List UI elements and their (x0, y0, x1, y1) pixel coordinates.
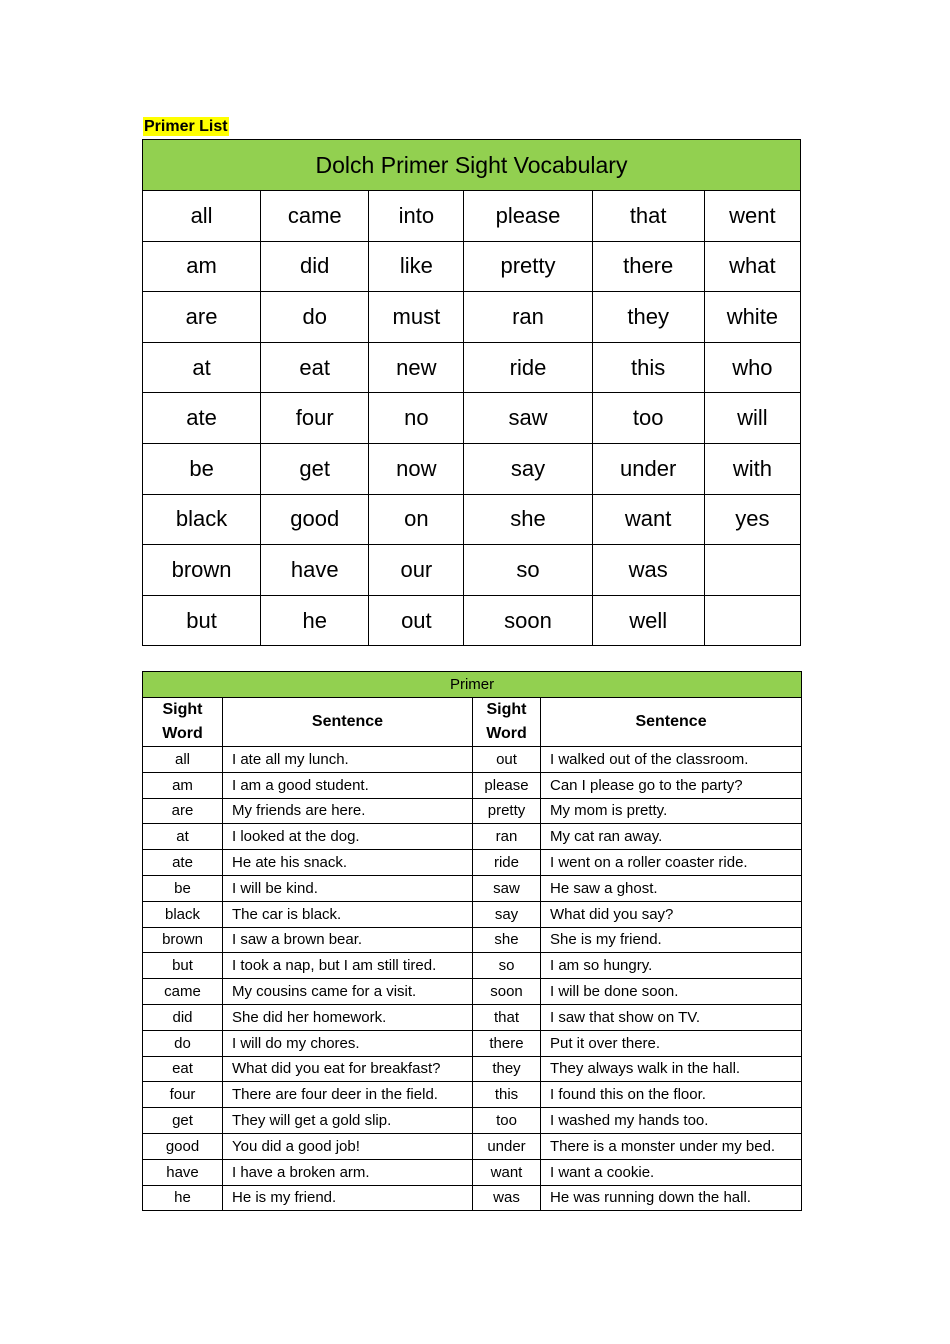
vocabulary-word-cell: came (261, 191, 369, 242)
sight-word-cell: but (143, 953, 223, 979)
sentence-cell: I went on a roller coaster ride. (541, 850, 802, 876)
table-row (143, 1082, 802, 1108)
vocabulary-row (143, 342, 801, 393)
vocabulary-word-cell: four (261, 393, 369, 444)
sight-word-cell: that (473, 1004, 541, 1030)
sight-word-cell: he (143, 1185, 223, 1211)
sight-word-cell: too (473, 1108, 541, 1134)
sight-word-cell: she (473, 927, 541, 953)
sight-word-cell: under (473, 1133, 541, 1159)
sentence-cell: My mom is pretty. (541, 798, 802, 824)
column-header-sentence: Sentence (223, 698, 473, 747)
table-row (143, 824, 802, 850)
vocabulary-word-cell: so (464, 545, 592, 596)
sentence-cell: I am so hungry. (541, 953, 802, 979)
sentence-cell: What did you say? (541, 901, 802, 927)
sentence-cell: He ate his snack. (223, 850, 473, 876)
vocabulary-word-cell: did (261, 241, 369, 292)
sight-word-cell: did (143, 1004, 223, 1030)
table-row (143, 1004, 802, 1030)
sentence-cell: She is my friend. (541, 927, 802, 953)
sentence-cell: There are four deer in the field. (223, 1082, 473, 1108)
table-row (143, 979, 802, 1005)
vocabulary-word-cell (704, 545, 800, 596)
sentence-cell: He saw a ghost. (541, 875, 802, 901)
vocabulary-row (143, 494, 801, 545)
vocabulary-word-cell: no (369, 393, 464, 444)
vocabulary-word-cell: was (592, 545, 704, 596)
table-row (143, 1133, 802, 1159)
vocabulary-word-cell: who (704, 342, 800, 393)
vocabulary-word-cell: good (261, 494, 369, 545)
vocabulary-word-cell: eat (261, 342, 369, 393)
sight-word-cell: brown (143, 927, 223, 953)
sight-word-cell: get (143, 1108, 223, 1134)
column-header-sight-word: Sight Word (143, 698, 223, 747)
sentence-cell: I saw a brown bear. (223, 927, 473, 953)
vocabulary-word-cell: are (143, 292, 261, 343)
vocabulary-row (143, 443, 801, 494)
vocabulary-word-cell: all (143, 191, 261, 242)
vocabulary-word-cell: do (261, 292, 369, 343)
vocabulary-word-cell: well (592, 595, 704, 646)
sight-word-cell: came (143, 979, 223, 1005)
sentence-cell: I saw that show on TV. (541, 1004, 802, 1030)
vocabulary-word-cell: saw (464, 393, 592, 444)
sight-word-cell: say (473, 901, 541, 927)
sentence-cell: I took a nap, but I am still tired. (223, 953, 473, 979)
sentence-cell: I looked at the dog. (223, 824, 473, 850)
vocabulary-word-cell (704, 595, 800, 646)
sentence-cell: I will be kind. (223, 875, 473, 901)
sentence-cell: My friends are here. (223, 798, 473, 824)
sight-word-cell: this (473, 1082, 541, 1108)
sight-word-cell: so (473, 953, 541, 979)
sight-word-cell: four (143, 1082, 223, 1108)
sight-word-cell: black (143, 901, 223, 927)
table-row (143, 901, 802, 927)
sight-word-cell: be (143, 875, 223, 901)
sentence-cell: He is my friend. (223, 1185, 473, 1211)
vocabulary-word-cell: they (592, 292, 704, 343)
vocabulary-word-cell: ate (143, 393, 261, 444)
vocabulary-word-cell: have (261, 545, 369, 596)
sight-word-cell: am (143, 772, 223, 798)
sentence-cell: My cat ran away. (541, 824, 802, 850)
vocabulary-word-cell: he (261, 595, 369, 646)
vocabulary-word-cell: that (592, 191, 704, 242)
vocabulary-word-cell: black (143, 494, 261, 545)
vocabulary-row (143, 292, 801, 343)
vocabulary-word-cell: want (592, 494, 704, 545)
sentence-cell: I want a cookie. (541, 1159, 802, 1185)
sentence-table-banner: Primer (143, 672, 802, 698)
vocabulary-word-cell: please (464, 191, 592, 242)
sight-word-cell: soon (473, 979, 541, 1005)
vocabulary-word-cell: yes (704, 494, 800, 545)
table-row (143, 1159, 802, 1185)
vocabulary-word-cell: like (369, 241, 464, 292)
sentence-cell: I am a good student. (223, 772, 473, 798)
sentence-cell: He was running down the hall. (541, 1185, 802, 1211)
sight-word-cell: ride (473, 850, 541, 876)
sight-word-cell: ate (143, 850, 223, 876)
table-row (143, 1056, 802, 1082)
vocabulary-word-cell: will (704, 393, 800, 444)
sight-word-cell: they (473, 1056, 541, 1082)
vocabulary-word-cell: white (704, 292, 800, 343)
vocabulary-row (143, 241, 801, 292)
sentence-table-body (143, 747, 802, 1211)
column-header-sight-word: Sight Word (473, 698, 541, 747)
sentence-cell: I ate all my lunch. (223, 747, 473, 773)
sight-word-cell: all (143, 747, 223, 773)
vocabulary-row (143, 393, 801, 444)
table-row (143, 1030, 802, 1056)
vocabulary-row (143, 595, 801, 646)
vocabulary-word-cell: am (143, 241, 261, 292)
vocabulary-word-cell: on (369, 494, 464, 545)
sentence-cell: I washed my hands too. (541, 1108, 802, 1134)
table-row (143, 927, 802, 953)
vocabulary-word-cell: ran (464, 292, 592, 343)
vocabulary-table (142, 139, 801, 646)
sentence-cell: They always walk in the hall. (541, 1056, 802, 1082)
table-row (143, 772, 802, 798)
sentence-cell: I walked out of the classroom. (541, 747, 802, 773)
vocabulary-table-title: Dolch Primer Sight Vocabulary (143, 140, 801, 191)
vocabulary-row (143, 191, 801, 242)
sentence-cell: The car is black. (223, 901, 473, 927)
sight-word-cell: eat (143, 1056, 223, 1082)
vocabulary-word-cell: say (464, 443, 592, 494)
vocabulary-word-cell: pretty (464, 241, 592, 292)
table-row (143, 953, 802, 979)
vocabulary-word-cell: brown (143, 545, 261, 596)
column-header-sentence: Sentence (541, 698, 802, 747)
vocabulary-word-cell: our (369, 545, 464, 596)
page-heading: Primer List (144, 118, 228, 135)
vocabulary-word-cell: she (464, 494, 592, 545)
vocabulary-word-cell: into (369, 191, 464, 242)
sentence-cell: I have a broken arm. (223, 1159, 473, 1185)
sentence-cell: They will get a gold slip. (223, 1108, 473, 1134)
vocabulary-word-cell: there (592, 241, 704, 292)
sentence-cell: I will do my chores. (223, 1030, 473, 1056)
sight-word-cell: please (473, 772, 541, 798)
sight-word-cell: ran (473, 824, 541, 850)
sentence-cell: Can I please go to the party? (541, 772, 802, 798)
vocabulary-table-body (143, 191, 801, 646)
sentence-cell: My cousins came for a visit. (223, 979, 473, 1005)
vocabulary-word-cell: ride (464, 342, 592, 393)
vocabulary-word-cell: at (143, 342, 261, 393)
sentence-cell: There is a monster under my bed. (541, 1133, 802, 1159)
vocabulary-word-cell: what (704, 241, 800, 292)
vocabulary-word-cell: must (369, 292, 464, 343)
vocabulary-word-cell: new (369, 342, 464, 393)
sight-word-cell: do (143, 1030, 223, 1056)
vocabulary-word-cell: went (704, 191, 800, 242)
sight-word-cell: want (473, 1159, 541, 1185)
vocabulary-word-cell: get (261, 443, 369, 494)
sight-word-cell: was (473, 1185, 541, 1211)
vocabulary-row (143, 545, 801, 596)
table-row (143, 1185, 802, 1211)
table-row (143, 850, 802, 876)
vocabulary-word-cell: soon (464, 595, 592, 646)
sentence-cell: She did her homework. (223, 1004, 473, 1030)
sentence-cell: Put it over there. (541, 1030, 802, 1056)
sight-word-cell: pretty (473, 798, 541, 824)
vocabulary-word-cell: out (369, 595, 464, 646)
sentence-cell: I found this on the floor. (541, 1082, 802, 1108)
sentence-cell: I will be done soon. (541, 979, 802, 1005)
sight-word-cell: saw (473, 875, 541, 901)
table-row (143, 798, 802, 824)
sentence-cell: What did you eat for breakfast? (223, 1056, 473, 1082)
sight-word-cell: are (143, 798, 223, 824)
sight-word-cell: out (473, 747, 541, 773)
vocabulary-word-cell: this (592, 342, 704, 393)
vocabulary-word-cell: with (704, 443, 800, 494)
sight-word-cell: there (473, 1030, 541, 1056)
sentence-table (142, 671, 802, 1211)
vocabulary-word-cell: under (592, 443, 704, 494)
table-row (143, 747, 802, 773)
vocabulary-word-cell: but (143, 595, 261, 646)
table-row (143, 1108, 802, 1134)
vocabulary-word-cell: be (143, 443, 261, 494)
sight-word-cell: at (143, 824, 223, 850)
table-row (143, 875, 802, 901)
sight-word-cell: good (143, 1133, 223, 1159)
vocabulary-word-cell: now (369, 443, 464, 494)
sentence-cell: You did a good job! (223, 1133, 473, 1159)
sight-word-cell: have (143, 1159, 223, 1185)
vocabulary-word-cell: too (592, 393, 704, 444)
